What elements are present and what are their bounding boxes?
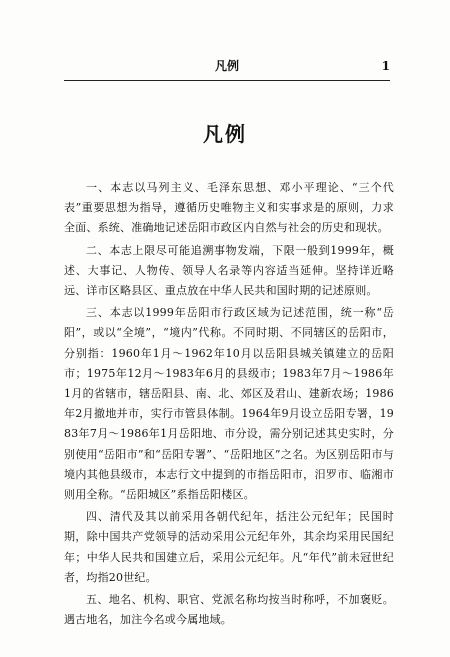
running-head — [64, 58, 390, 80]
page-number: 1 — [381, 59, 390, 73]
header-rule — [64, 80, 390, 81]
running-title: 凡例 — [214, 59, 239, 73]
page-title: 凡例 — [203, 122, 247, 146]
paragraph-1: 一、本志以马列主义、毛泽东思想、邓小平理论、“三个代表”重要思想为指导，遵循历史唯物主义和实事求是的原则，力求全面、系统、准确地记述岳阳市政区内自然与社会的历史和现状。 — [64, 181, 394, 235]
paragraph-4: 四、清代及其以前采用各朝代纪年，括注公元纪年；民国时期，除中国共产党领导的活动采用公元纪年外，其余均采用民国纪年；中华人民共和国建立后，采用公元纪年。凡“年代”前未冠世纪者，均指20世纪。 — [64, 510, 394, 584]
paragraph-2: 二、本志上限尽可能追溯事物发端，下限一般到1999年，概述、大事记、人物传、领导人名录等内容适当延伸。坚持详近略远、详市区略县区、重点放在中华人民共和国时期的记述原则。 — [64, 243, 394, 298]
paragraph-5: 五、地名、机构、职官、党派名称均按当时称呼，不加褒贬。遇古地名，加注今名或今属地域。 — [64, 593, 394, 627]
paragraph-3: 三、本志以1999年岳阳市行政区域为记述范围，统一称“岳阳”，或以“全境”，“境内”代称。不同时期、不同辖区的岳阳市，分别指：1960年1月～1962年10月以岳阳县城关镇建立的岳阳市；1975年12月～1983年6月的县级市；1983年7月～1986年1月的省辖市，辖岳阳县、南、北、郊区及君山、建新农场；1986年2月撤地并市，实行市管县体制。1964年9月设立岳阳专署，1983年7月～1986年1月岳阳地、市分设，需分别记述其史实时，分别使用“岳阳市”和“岳阳专署”、“岳阳地区”之名。为区别岳阳市与境内其他县级市，本志行文中提到的市指岳阳市，汨罗市、临湘市则用全称。“岳阳城区”系指岳阳楼区。 — [64, 306, 394, 502]
body-text — [64, 178, 394, 632]
